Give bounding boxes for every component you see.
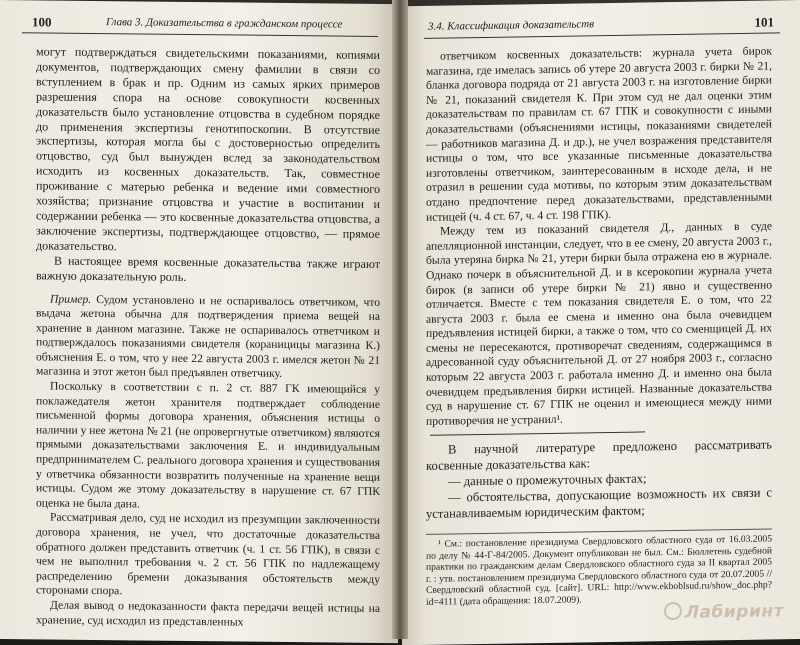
left-paragraph-1: могут подтверждаться свидетельскими показаниями, копиями документов, подтверждающих смену фамилии в связи со вступлением в брак и пр. Одним из самых ярких примеров разрешения спора на основе совокупности косвенных доказательств было установление отцовства в судебном порядке до применения экспертизы генотипоскопии. В отсутствие экспертизы, которая могла бы с достоверностью определить отцовство, суд был вынужден вслед за законодательством исходить из косвенных доказательств. Так, совместное проживание с матерью ребенка и ведение ими совместного хозяйства; признание отцовства и участие в воспитании и содержании ребенка — это косвенные доказательства отцовства, а заключение экспертизы, подтверждающее отцовство, — прямое доказательство. xyxy=(36,44,380,254)
right-page-body xyxy=(426,44,772,522)
left-paragraph-2: В настоящее время косвенные доказательства также играют важную доказательную роль. xyxy=(36,253,380,284)
right-paragraph-1: ответчиком косвенных доказательств: журнала учета бирок магазина, где имелась запись об утере 20 августа 2003 г. бирки № 21, бланка договора подряда от 21 августа 2003 г. на изготовление бирки № 21, показаний свидетеля К. При этом суд не дал оценки этим доказательствам по правилам ст. 67 ГПК и совокупности с иными доказательствами (объяснениями истицы, показаниями свидетелей — работников магазина Д. и др.), не учел возражения представителя истицы о том, что все указанные письменные доказательства изготовлены ответчиком, заинтересованным в исходе дела, и не отразил в решении суда мотивы, по которым этим доказательствам отдано предпочтение перед доказательствами, представленными истицей (ч. 4 ст. 67, ч. 4 ст. 198 ГПК). xyxy=(426,44,772,224)
right-running-header xyxy=(424,14,780,39)
left-running-head-title: Глава 3. Доказательства в гражданском процессе xyxy=(106,16,343,31)
section-divider xyxy=(430,432,645,436)
footnote: ¹ См.: постановление президиума Свердловского областного суда от 16.03.2005 по делу № 44-Г-84/2005. Документ опубликован не был. См.: Бюллетень судебной практики по гражданским делам Свердловского областного суда за II квартал 2005 г. : утв. постановлением президиума Свердловского областного суда от 20.07.2005 // Свердловский областной суд. [сайт]. URL: http://www.ekboblsud.ru/show_doc.php?id=4111 (дата обращения: 18.07.2009). xyxy=(426,528,772,608)
watermark xyxy=(664,600,784,623)
right-paragraph-2: Между тем из показаний свидетеля Д., данных в суде апелляционной инстанции, следует, что в ее смену, 20 августа 2003 г., была утеряна бирка № 21, утери бирки была отражена ею в журнале. Однако почерк в объяснительной Д. и в ксерокопии журнала учета бирок (в записи об утере бирки № 21) явно и существенно отличается. Вместе с тем показания свидетеля Е. о том, что 22 августа 2003 г. была ее смена и именно она была очевидцем предъявления истицей бирки, а также о том, что со сменщицей Д. их смены не пересекаются, противоречат сведениям, содержащимся в адресованной суду объяснительной Д. от 27 ноября 2003 г., согласно которым 22 августа 2003 г. работала именно Д. и именно она была очевидцем предъявления бирки истицей. Названные доказательства суд в нарушение ст. 67 ГПК не оценил и имеющиеся между ними противоречия не устранил¹. xyxy=(426,219,772,428)
example-block xyxy=(36,292,380,631)
left-page-number: 100 xyxy=(32,14,52,30)
watermark-logo-icon xyxy=(664,602,682,620)
right-running-head-title: 3.4. Классификация доказательств xyxy=(428,18,594,33)
example-paragraph-3: Рассматривая дело, суд не исходил из презумпции заключенности договора хранения, не учел, что достаточные доказательства обратного должен представить ответчик (ч. 1 ст. 56 ГПК), в связи с чем не выполнил требования ч. 2 ст. 56 ГПК по надлежащему распределению бремени доказывания обстоятельств между сторонами спора. xyxy=(36,510,380,598)
right-page-number: 101 xyxy=(754,14,774,30)
left-page-body xyxy=(36,44,380,631)
example-paragraph-4: Делая вывод о недоказанности факта передачи вещей истицы на хранение, суд исходил из представленных xyxy=(36,598,380,629)
watermark-text: Лабиринт xyxy=(684,601,784,623)
lead-paragraph-1: В научной литературе предложено рассматривать косвенные доказательства как: xyxy=(426,437,772,474)
lead-list-item-1: — данные о промежуточных фактах; xyxy=(448,471,647,489)
left-page xyxy=(0,0,398,643)
example-paragraph-1: Судом установлено и не оспаривалось ответчиком, что выдача жетона обычна для подтверждения приема вещей на хранение в данном магазине. Также не оспаривалось ответчиком и подтверждалось показаниями свидетеля (кораницицы магазина К.) объяснения Е. о том, что у нее 22 августа 2003 г. имелся жетон № 21 магазина и этот жетон был предъявлен ответчику. xyxy=(36,292,380,381)
example-paragraph-2: Поскольку в соответствии с п. 2 ст. 887 ГК имеющийся у поклажедателя жетон хранителя подтверждает соблюдение письменной формы договора хранения, объяснения истицы о наличии у нее жетона № 21 (не опровергнутые ответчиком) являются прямыми доказательствами заключения Е. и индивидуальным предпринимателем С. реального договора хранения и существования у ответчика обязанности возвратить полученные на хранение вещи истицы. Судом же этому доказательству в нарушение ст. 67 ГПК оценка не была дана. xyxy=(36,379,380,511)
example-label: Пример. xyxy=(50,292,92,306)
lead-text xyxy=(426,437,772,522)
left-running-header xyxy=(22,14,378,37)
lead-list-item-2: — обстоятельства, допускающие возможность их связи с устанавливаемым юридическим фактом; xyxy=(426,485,772,522)
book-gutter xyxy=(392,0,408,639)
right-page xyxy=(402,0,800,645)
example-continuation xyxy=(426,44,772,429)
